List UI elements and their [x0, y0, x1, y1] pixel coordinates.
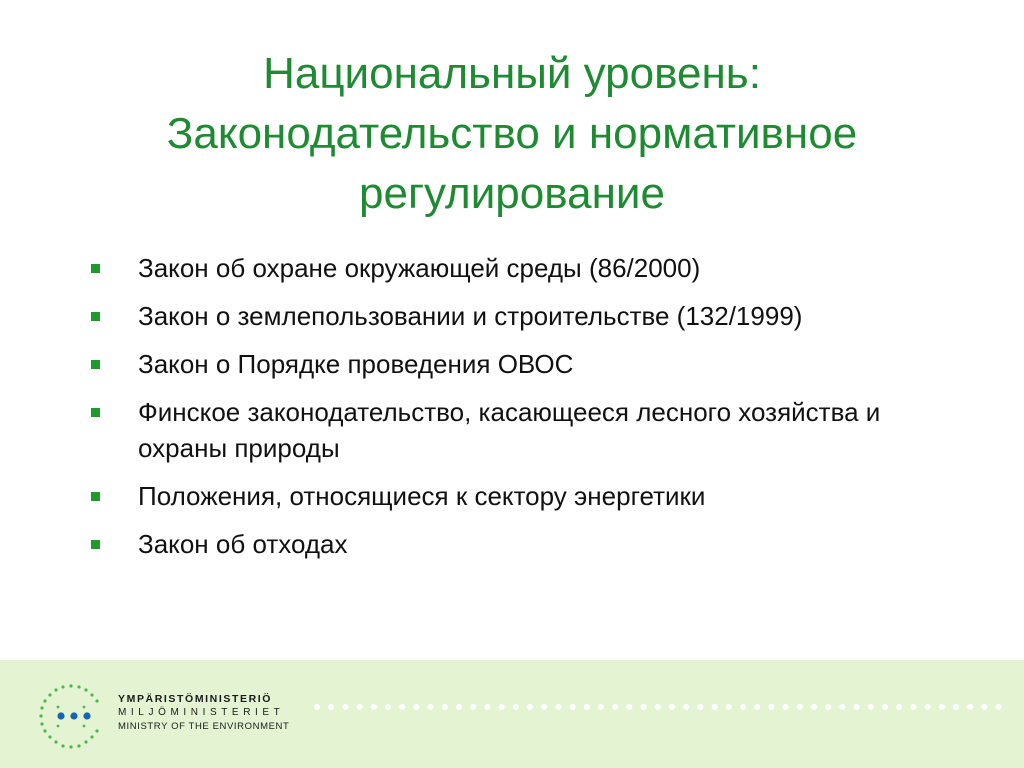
decorative-dot: [825, 704, 831, 710]
bullet-text: Финское законодательство, касающееся лесного хозяйства и охраны природы: [138, 397, 881, 463]
decorative-dot: [996, 704, 1002, 710]
bullet-text: Закон о землепользовании и строительстве (132/1999): [138, 301, 803, 331]
decorative-dot: [484, 704, 490, 710]
decorative-dot: [783, 704, 789, 710]
title-line-2: Законодательство и нормативное: [166, 109, 858, 158]
bullet-item: [88, 250, 948, 286]
decorative-dot: [598, 704, 604, 710]
decorative-dot: [371, 704, 377, 710]
decorative-dot: [342, 704, 348, 710]
decorative-dot: [555, 704, 561, 710]
title-line-3: регулирование: [359, 169, 665, 218]
bullet-text: Закон об отходах: [138, 529, 348, 559]
decorative-dot: [570, 704, 576, 710]
org-name-finnish: YMPÄRISTÖMINISTERIÖ: [118, 693, 273, 705]
decorative-dot: [726, 704, 732, 710]
decorative-dot: [655, 704, 661, 710]
decorative-dot: [953, 704, 959, 710]
title-line-1: Национальный уровень:: [263, 49, 761, 98]
decorative-dot: [754, 704, 760, 710]
decorative-dot: [854, 704, 860, 710]
square-bullet-icon: [91, 360, 100, 369]
square-bullet-icon: [91, 408, 100, 417]
decorative-dot: [697, 704, 703, 710]
decorative-dot: [967, 704, 973, 710]
decorative-dot: [868, 704, 874, 710]
decorative-dot: [896, 704, 902, 710]
decorative-dot: [584, 704, 590, 710]
square-bullet-icon: [91, 492, 100, 501]
square-bullet-icon: [91, 540, 100, 549]
ministry-name: [118, 692, 289, 734]
decorative-dot: [541, 704, 547, 710]
bullet-item: [88, 346, 948, 382]
decorative-dot: [626, 704, 632, 710]
decorative-dot: [683, 704, 689, 710]
decorative-dot: [925, 704, 931, 710]
bullet-text: Положения, относящиеся к сектору энергетики: [138, 481, 706, 511]
decorative-dot: [939, 704, 945, 710]
decorative-dot: [740, 704, 746, 710]
decorative-dot: [768, 704, 774, 710]
decorative-dot: [527, 704, 533, 710]
decorative-dot: [882, 704, 888, 710]
decorative-dot: [314, 704, 320, 710]
bullet-item: [88, 298, 948, 334]
org-name-english: MINISTRY OF THE ENVIRONMENT: [118, 721, 290, 732]
bullet-item: [88, 526, 948, 562]
org-name-swedish: MILJÖMINISTERIET: [118, 707, 285, 718]
decorative-dot: [385, 704, 391, 710]
slide-title: [60, 44, 964, 224]
decorative-dot: [641, 704, 647, 710]
decorative-dot: [669, 704, 675, 710]
square-bullet-icon: [91, 312, 100, 321]
bullet-item: [88, 478, 948, 514]
bullet-list: [88, 250, 948, 574]
decorative-dot: [499, 704, 505, 710]
decorative-dot: [470, 704, 476, 710]
footer-band: [0, 660, 1024, 768]
decorative-dot: [712, 704, 718, 710]
decorative-dot: [839, 704, 845, 710]
bullet-text: Закон о Порядке проведения ОВОС: [138, 349, 574, 379]
ministry-logo-icon: [34, 680, 108, 754]
decorative-dot: [399, 704, 405, 710]
decorative-dot: [811, 704, 817, 710]
decorative-dot: [428, 704, 434, 710]
square-bullet-icon: [91, 264, 100, 273]
decorative-dot: [513, 704, 519, 710]
decorative-dot: [797, 704, 803, 710]
decorative-dot-row: [312, 702, 1012, 712]
decorative-dot: [910, 704, 916, 710]
decorative-dot: [328, 704, 334, 710]
decorative-dot: [442, 704, 448, 710]
decorative-dot: [357, 704, 363, 710]
decorative-dot: [612, 704, 618, 710]
decorative-dot: [981, 704, 987, 710]
bullet-text: Закон об охране окружающей среды (86/2000): [138, 253, 701, 283]
decorative-dot: [413, 704, 419, 710]
decorative-dot: [456, 704, 462, 710]
bullet-item: [88, 394, 948, 466]
